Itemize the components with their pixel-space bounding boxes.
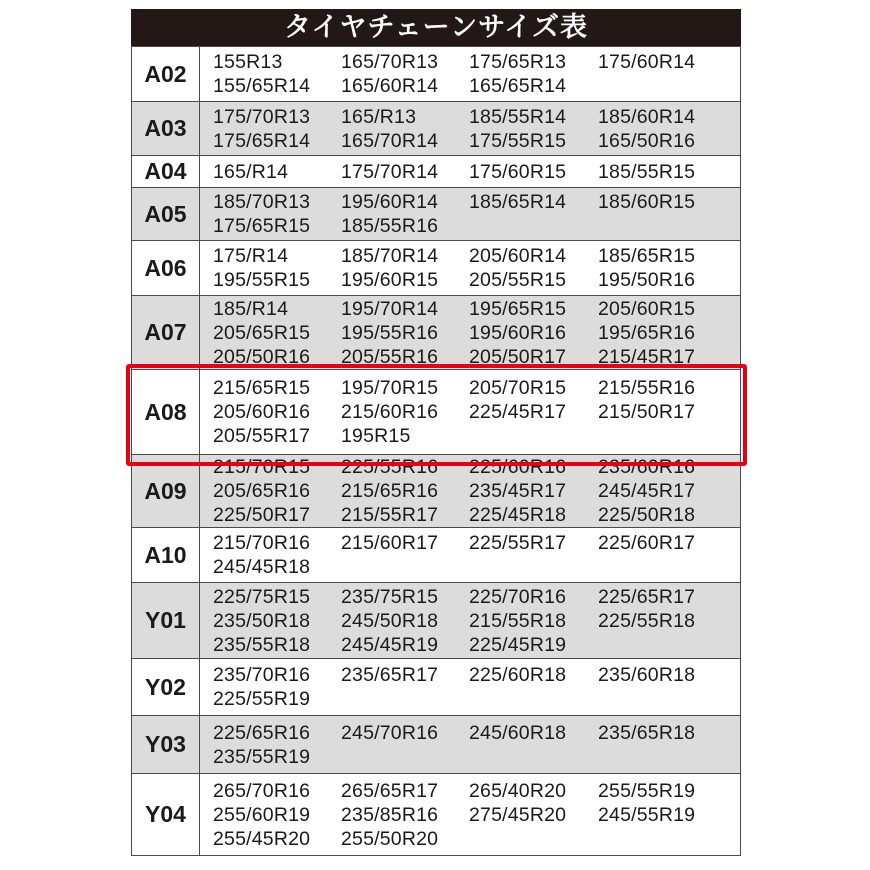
tire-size: 235/60R18 bbox=[598, 664, 696, 686]
tire-size: 175/65R14 bbox=[213, 129, 311, 152]
tire-size: 235/75R15 bbox=[341, 585, 439, 608]
tire-size: 235/65R17 bbox=[341, 664, 439, 686]
tire-size: 205/70R15 bbox=[469, 377, 567, 399]
size-row-a04 bbox=[132, 156, 741, 188]
tire-size: 195/60R14 bbox=[341, 191, 439, 213]
chart-title: タイヤチェーンサイズ表 bbox=[131, 9, 741, 46]
tire-size: 195/70R15 bbox=[341, 377, 439, 399]
tire-size: 165/70R14 bbox=[341, 129, 439, 152]
tire-size: 225/65R17 bbox=[598, 585, 696, 608]
size-row-a10 bbox=[132, 528, 741, 583]
tire-size: 175/65R15 bbox=[213, 215, 311, 237]
sizes-cell bbox=[200, 716, 741, 774]
tire-size: 195/55R15 bbox=[213, 269, 311, 291]
tire-size: 245/45R17 bbox=[598, 480, 696, 502]
tire-size: 265/65R17 bbox=[341, 779, 439, 802]
sizes-cell bbox=[200, 241, 741, 296]
tire-size: 165/65R14 bbox=[469, 75, 567, 97]
tire-size: 215/55R17 bbox=[341, 504, 439, 526]
tire-size: 205/60R15 bbox=[598, 297, 696, 320]
tire-size: 225/55R19 bbox=[213, 688, 311, 710]
chain-code: A06 bbox=[132, 241, 200, 296]
size-list bbox=[213, 585, 740, 657]
tire-size: 225/55R17 bbox=[469, 532, 567, 554]
tire-size: 215/55R16 bbox=[598, 377, 696, 399]
tire-size: 175/60R15 bbox=[469, 160, 567, 183]
tire-size: 185/55R16 bbox=[341, 215, 439, 237]
sizes-cell bbox=[200, 455, 741, 528]
size-list bbox=[213, 663, 740, 711]
tire-size: 195R15 bbox=[341, 425, 411, 447]
tire-size: 245/55R19 bbox=[598, 803, 696, 826]
size-list bbox=[213, 190, 740, 238]
tire-size: 185/55R14 bbox=[469, 105, 567, 128]
tire-size: 185/70R14 bbox=[341, 245, 439, 267]
chain-code: Y02 bbox=[132, 659, 200, 716]
tire-size: 245/50R18 bbox=[341, 609, 439, 632]
tire-size: 185/65R14 bbox=[469, 191, 567, 213]
tire-size: 185/60R15 bbox=[598, 191, 696, 213]
chain-code: A09 bbox=[132, 455, 200, 528]
tire-size: 215/60R17 bbox=[341, 532, 439, 554]
tire-size: 235/55R18 bbox=[213, 633, 311, 656]
tire-size: 175/R14 bbox=[213, 245, 289, 267]
tire-size: 225/55R18 bbox=[598, 609, 696, 632]
size-list bbox=[213, 50, 740, 98]
size-row-a02 bbox=[132, 47, 741, 102]
size-row-y02 bbox=[132, 659, 741, 716]
tire-size: 195/60R15 bbox=[341, 269, 439, 291]
tire-size: 245/70R16 bbox=[341, 721, 439, 744]
tire-size: 185/70R13 bbox=[213, 191, 311, 213]
tire-size: 265/70R16 bbox=[213, 779, 311, 802]
tire-size: 185/60R14 bbox=[598, 105, 696, 128]
size-row-y04 bbox=[132, 774, 741, 856]
tire-size: 225/60R17 bbox=[598, 532, 696, 554]
tire-size: 235/85R16 bbox=[341, 803, 439, 826]
tire-size: 175/70R14 bbox=[341, 160, 439, 183]
tire-size: 225/45R17 bbox=[469, 401, 567, 423]
tire-size: 235/55R19 bbox=[213, 745, 311, 768]
size-row-a07 bbox=[132, 296, 741, 370]
size-list bbox=[213, 105, 740, 153]
chain-code: A04 bbox=[132, 156, 200, 188]
sizes-cell bbox=[200, 370, 741, 455]
tire-size: 205/60R16 bbox=[213, 401, 311, 423]
sizes-cell bbox=[200, 774, 741, 856]
size-list bbox=[213, 531, 740, 579]
tire-size: 215/70R15 bbox=[213, 456, 311, 478]
tire-size: 165/50R16 bbox=[598, 129, 696, 152]
tire-size: 205/55R15 bbox=[469, 269, 567, 291]
size-row-a09 bbox=[132, 455, 741, 528]
sizes-cell bbox=[200, 583, 741, 659]
tire-size: 215/60R16 bbox=[341, 401, 439, 423]
chain-code: Y04 bbox=[132, 774, 200, 856]
tire-size: 255/55R19 bbox=[598, 779, 696, 802]
tire-size: 235/65R18 bbox=[598, 721, 696, 744]
tire-size: 265/40R20 bbox=[469, 779, 567, 802]
tire-size: 195/70R14 bbox=[341, 297, 439, 320]
tire-size: 225/70R16 bbox=[469, 585, 567, 608]
tire-size: 185/65R15 bbox=[598, 245, 696, 267]
tire-size: 255/50R20 bbox=[341, 827, 439, 850]
size-row-y03 bbox=[132, 716, 741, 774]
size-list bbox=[213, 297, 740, 369]
tire-size: 225/55R16 bbox=[341, 456, 439, 478]
tire-size: 185/55R15 bbox=[598, 160, 696, 183]
chain-code: A05 bbox=[132, 188, 200, 241]
sizes-cell bbox=[200, 156, 741, 188]
tire-size: 225/65R16 bbox=[213, 721, 311, 744]
tire-chain-size-chart bbox=[131, 9, 741, 856]
tire-size: 165/R14 bbox=[213, 160, 289, 183]
tire-size: 195/55R16 bbox=[341, 321, 439, 344]
chain-code: A07 bbox=[132, 296, 200, 370]
chain-code: A08 bbox=[132, 370, 200, 455]
tire-size: 195/65R15 bbox=[469, 297, 567, 320]
tire-size: 225/50R18 bbox=[598, 504, 696, 526]
tire-size: 205/55R16 bbox=[341, 345, 439, 368]
tire-size: 205/50R16 bbox=[213, 345, 311, 368]
chain-code: A10 bbox=[132, 528, 200, 583]
size-row-a06 bbox=[132, 241, 741, 296]
tire-size: 215/70R16 bbox=[213, 532, 311, 554]
tire-size: 165/R13 bbox=[341, 105, 417, 128]
tire-size: 215/50R17 bbox=[598, 401, 696, 423]
tire-size: 225/60R18 bbox=[469, 664, 567, 686]
tire-size: 205/55R17 bbox=[213, 425, 311, 447]
sizes-cell bbox=[200, 528, 741, 583]
size-list bbox=[213, 721, 740, 769]
tire-size: 165/60R14 bbox=[341, 75, 439, 97]
tire-size: 215/65R16 bbox=[341, 480, 439, 502]
tire-size: 235/70R16 bbox=[213, 664, 311, 686]
tire-size: 205/65R16 bbox=[213, 480, 311, 502]
tire-size: 195/50R16 bbox=[598, 269, 696, 291]
size-list bbox=[213, 244, 740, 292]
size-table bbox=[131, 46, 741, 856]
tire-size: 225/45R18 bbox=[469, 504, 567, 526]
tire-size: 225/45R19 bbox=[469, 633, 567, 656]
size-row-a08 bbox=[132, 370, 741, 455]
tire-size: 245/60R18 bbox=[469, 721, 567, 744]
size-list bbox=[213, 376, 740, 448]
sizes-cell bbox=[200, 47, 741, 102]
sizes-cell bbox=[200, 659, 741, 716]
tire-size: 235/60R16 bbox=[598, 456, 696, 478]
tire-size: 255/60R19 bbox=[213, 803, 311, 826]
tire-size: 225/75R15 bbox=[213, 585, 311, 608]
size-row-a03 bbox=[132, 102, 741, 156]
tire-size: 185/R14 bbox=[213, 297, 289, 320]
tire-size: 205/65R15 bbox=[213, 321, 311, 344]
tire-size: 215/55R18 bbox=[469, 609, 567, 632]
tire-size: 245/45R18 bbox=[213, 556, 311, 578]
tire-size: 165/70R13 bbox=[341, 51, 439, 73]
tire-size: 175/55R15 bbox=[469, 129, 567, 152]
tire-size: 195/60R16 bbox=[469, 321, 567, 344]
tire-size: 205/50R17 bbox=[469, 345, 567, 368]
chain-code: A02 bbox=[132, 47, 200, 102]
tire-size: 215/45R17 bbox=[598, 345, 696, 368]
size-list bbox=[213, 455, 740, 527]
tire-size: 235/45R17 bbox=[469, 480, 567, 502]
size-row-y01 bbox=[132, 583, 741, 659]
size-table-body bbox=[132, 47, 741, 856]
tire-size: 155R13 bbox=[213, 51, 283, 73]
tire-size: 275/45R20 bbox=[469, 803, 567, 826]
tire-size: 245/45R19 bbox=[341, 633, 439, 656]
sizes-cell bbox=[200, 296, 741, 370]
size-row-a05 bbox=[132, 188, 741, 241]
tire-size: 215/65R15 bbox=[213, 377, 311, 399]
tire-size: 175/65R13 bbox=[469, 51, 567, 73]
tire-size: 155/65R14 bbox=[213, 75, 311, 97]
tire-size: 195/65R16 bbox=[598, 321, 696, 344]
tire-size: 255/45R20 bbox=[213, 827, 311, 850]
chain-code: A03 bbox=[132, 102, 200, 156]
size-list bbox=[213, 160, 740, 184]
chain-code: Y03 bbox=[132, 716, 200, 774]
tire-size: 225/50R17 bbox=[213, 504, 311, 526]
tire-size: 175/60R14 bbox=[598, 51, 696, 73]
sizes-cell bbox=[200, 102, 741, 156]
tire-size: 225/60R16 bbox=[469, 456, 567, 478]
size-list bbox=[213, 779, 740, 851]
sizes-cell bbox=[200, 188, 741, 241]
tire-size: 205/60R14 bbox=[469, 245, 567, 267]
tire-size: 175/70R13 bbox=[213, 105, 311, 128]
chain-code: Y01 bbox=[132, 583, 200, 659]
tire-size: 235/50R18 bbox=[213, 609, 311, 632]
